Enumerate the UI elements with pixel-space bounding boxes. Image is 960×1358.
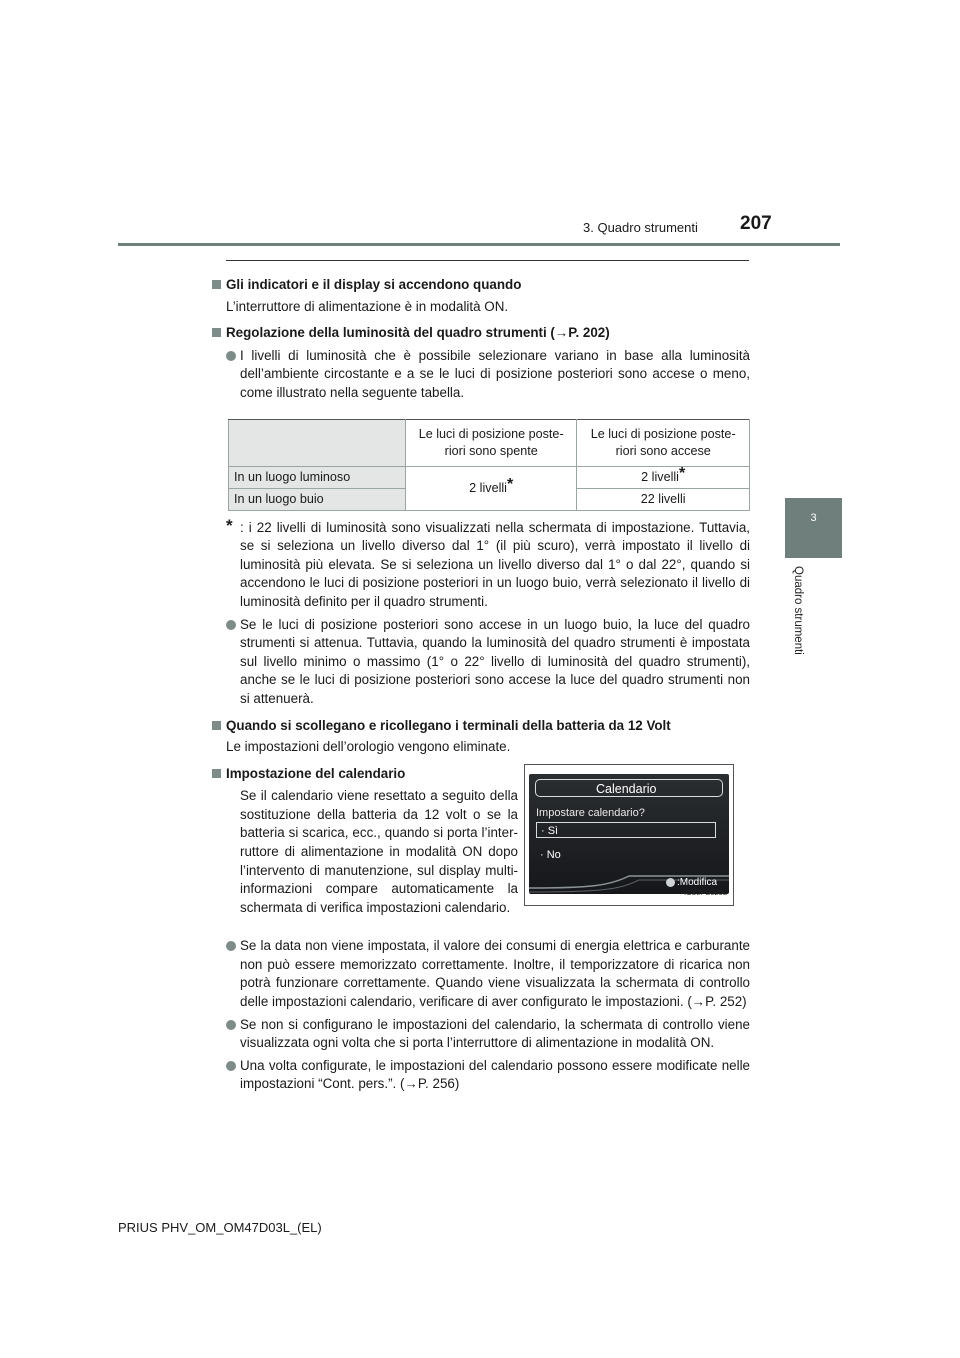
bullet-dimming: Se le luci di posizione posteriori sono accese in un luogo buio, la luce del quadro strumenti si attenua. Tuttavia, quando la luminosità del quadro strumenti è impostata sul livello minimo o massimo (1° o 22° livello di luminosità del quadro strumenti), anche se le luci di posizione posteriori sono accese la luce del quadro strumenti non si attenuerà. — [212, 616, 750, 709]
header-rule — [118, 243, 840, 246]
calendar-intro: Se il calendario viene resettato a seguito della sostituzione della batteria da 12 volt o se la batteria si scarica, ecc., quando si porta l’inter-ruttore di alimentazione in modalità ON dopo l’intervento di manutenzione, sul display multi-informazioni compare automaticamente la schermata di verifica impostazioni calendario. — [240, 788, 518, 915]
text-indicators: L’interruttore di alimentazione è in modalità ON. — [226, 298, 509, 314]
bullet-brightness-levels: I livelli di luminosità che è possibile selezionare variano in base alla luminosità dell’ambiente circostante e a se le luci di posizione posteriori sono accese o meno, come illustrato nella seguente tabella. — [212, 347, 750, 403]
text-battery: Le impostazioni dell’orologio vengono eliminate. — [226, 739, 511, 755]
content — [212, 268, 750, 1094]
table-header-off: Le luci di posizione poste-riori sono spente — [406, 419, 577, 466]
screen-modify-button: :Modifica — [666, 874, 717, 893]
chapter-tab: 3 — [785, 498, 842, 558]
heading-brightness: Regolazione della luminosità del quadro strumenti (→P. 202) — [212, 324, 750, 343]
screen-question: Impostare calendario? — [536, 807, 645, 819]
bullet-calendar-1: Se la data non viene impostata, il valore dei consumi di energia elettrica e carburante non può essere memorizzato correttamente. Inoltre, il temporizzatore di ricarica non potrà funzionare correttamente. Quando viene visualizzata la schermata di controllo delle impostazioni calendario, verificare di aver configurato le impostazioni. (→P. 252) — [212, 937, 750, 1011]
page-number: 207 — [740, 213, 772, 234]
dial-icon — [666, 878, 675, 887]
table-corner — [229, 419, 406, 466]
row-label-dark: In un luogo buio — [229, 488, 406, 510]
cell-shared-value: 2 livelli* — [406, 466, 577, 510]
section-title: 3. Quadro strumenti — [583, 220, 698, 235]
table-footnote: * : i 22 livelli di luminosità sono visualizzati nella schermata di impostazione. Tuttavia, se si seleziona un livello diverso dal 1° (il più scuro), verrà impostato il livello di luminosità più elevata. Se si seleziona un livello diverso dal 1° o dal 22°, quando si accendono le luci di posizione posteriori in un luogo buio, verrà selezionato il livello di luminosità definito per il quadro strumenti. — [226, 515, 750, 609]
heading-battery: Quando si scollegano e ricollegano i terminali della batteria da 12 Volt — [212, 717, 750, 736]
cell-bright-on: 2 livelli* — [577, 466, 750, 488]
brightness-table — [228, 419, 750, 511]
bullet-calendar-2: Se non si configurano le impostazioni del calendario, la schermata di controllo viene visualizzata ogni volta che si porta l’interruttore di alimentazione in modalità ON. — [212, 1016, 750, 1053]
heading-calendar: Impostazione del calendario — [212, 765, 750, 784]
bullet-calendar-3: Una volta configurate, le impostazioni del calendario possono essere modificate nelle impostazioni “Cont. pers.”. (→P. 256) — [212, 1057, 750, 1094]
figure-code: IO20PS020L — [684, 888, 727, 898]
screen-option-yes: · Sì — [536, 822, 716, 838]
chapter-side-label: Quadro strumenti — [792, 566, 804, 655]
table-header-on: Le luci di posizione poste-riori sono accese — [577, 419, 750, 466]
footer-doc-code: PRIUS PHV_OM_OM47D03L_(EL) — [118, 1220, 322, 1235]
row-label-bright: In un luogo luminoso — [229, 466, 406, 488]
heading-indicators: Gli indicatori e il display si accendono quando — [212, 276, 750, 295]
screen-title: Calendario — [535, 779, 723, 797]
multi-info-display — [529, 774, 729, 894]
cell-dark-on: 22 livelli — [577, 488, 750, 510]
content-top-rule — [226, 260, 749, 261]
calendar-figure — [524, 764, 734, 906]
screen-option-no: · No — [540, 849, 561, 861]
